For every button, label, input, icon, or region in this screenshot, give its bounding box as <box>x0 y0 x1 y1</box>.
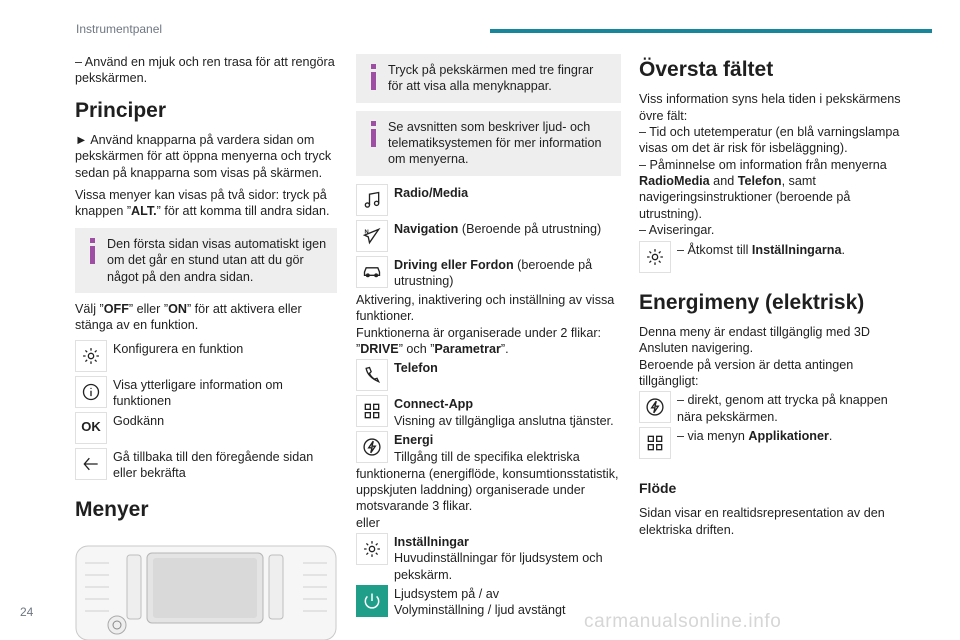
info-box-three-fingers: Tryck på pekskärmen med tre fingrar för att visa alla menyknappar. <box>356 54 621 103</box>
heading-energy-menu: Energimeny (elektrisk) <box>639 290 865 314</box>
running-header-title: Instrumentpanel <box>76 22 163 36</box>
top-bar-item-time: – Tid och utetemperatur (en blå varningslampa visas om det är risk för isbeläggning). <box>639 125 900 156</box>
menu-audio-power: Ljudsystem på / av Volyminställning / ljud avstängt <box>356 585 621 619</box>
back-arrow-icon <box>75 448 107 480</box>
row-energy-via-apps: – via menyn Applikationer. <box>639 427 901 461</box>
apps-grid-icon <box>356 395 388 427</box>
menu-connect-app: Connect-App Visning av tillgängliga anslutna tjänster. <box>356 395 621 429</box>
info-icon <box>75 376 107 408</box>
car-icon <box>356 256 388 288</box>
principles-paragraph-2: Vissa menyer kan visas på två sidor: tryck på knappen ”ALT.” för att komma till andra sidan. <box>75 188 330 219</box>
heading-menus: Menyer <box>75 497 149 521</box>
lightning-bolt-icon <box>639 391 671 423</box>
menu-radio-media: Radio/Media <box>356 184 621 218</box>
heading-flow: Flöde <box>639 480 677 497</box>
menu-phone: Telefon <box>356 359 621 393</box>
ok-icon: OK <box>75 412 107 444</box>
row-more-info: Visa ytterligare information om funktionen <box>75 376 337 410</box>
menu-settings: Inställningar Huvudinställningar för ljudsystem och pekskärm. <box>356 533 621 583</box>
row-back: Gå tillbaka till den föregående sidan eller bekräfta <box>75 448 337 482</box>
header-accent-bar <box>490 29 932 33</box>
dashboard-console-illustration <box>75 545 337 640</box>
apps-grid-icon <box>639 427 671 459</box>
top-bar-item-notifications: – Aviseringar. <box>639 223 715 238</box>
power-icon <box>356 585 388 617</box>
principles-paragraph-1: ► Använd knapparna på vardera sidan om pekskärmen för att öppna menyerna och tryck sedan på knapparna som visas på skärmen. <box>75 133 332 180</box>
info-marker-icon <box>90 238 95 264</box>
energy-menu-paragraph-2: Beroende på version är detta antingen tillgängligt: <box>639 357 854 388</box>
energy-menu-paragraph-1: Denna meny är endast tillgänglig med 3D Ansluten navigering. <box>639 324 871 356</box>
energy-description: Tillgång till de specifika elektriska funktionerna (energiflöde, konsumtionsstatistik, uppskjuten laddning) organiserade under motsvarande 3 flikar. <box>356 450 619 514</box>
menu-driving: Driving eller Fordon (beroende på utrustning) <box>356 256 621 290</box>
row-settings-access: – Åtkomst till Inställningarna. <box>639 241 901 275</box>
row-energy-direct: – direkt, genom att trycka på knappen nära pekskärmen. <box>639 391 901 425</box>
music-note-icon <box>356 184 388 216</box>
navigation-arrow-icon <box>356 220 388 252</box>
menu-navigation: N Navigation (Beroende på utrustning) <box>356 220 621 254</box>
top-bar-intro: Viss information syns hela tiden i pekskärmens övre fält: <box>639 92 901 123</box>
cleaning-instruction: – Använd en mjuk och ren trasa för att rengöra pekskärmen. <box>75 55 335 86</box>
heading-top-bar: Översta fältet <box>639 58 774 81</box>
menu-energy: Energi <box>356 431 621 465</box>
info-box-first-page: Den första sidan visas automatiskt igen om det går en stund utan att du gör något på den andra sidan. <box>75 228 337 293</box>
flow-paragraph: Sidan visar en realtidsrepresentation av den elektriska driften. <box>639 506 885 537</box>
column-left <box>75 54 337 640</box>
row-configure: Konfigurera en funktion <box>75 340 337 374</box>
column-right <box>639 54 901 538</box>
driving-tabs-description: Funktionerna är organiserade under 2 flikar: ”DRIVE” och ”Parametrar”. <box>356 325 602 356</box>
watermark-text: carmanualsonline.info <box>584 611 782 632</box>
row-approve: OK Godkänn <box>75 412 337 446</box>
select-on-off-paragraph: Välj ”OFF” eller ”ON” för att aktivera eller stänga av en funktion. <box>75 301 302 333</box>
lightning-bolt-icon <box>356 431 388 463</box>
gear-icon <box>639 241 671 273</box>
top-bar-item-reminder: – Påminnelse om information från menyerna RadioMedia and Telefon, samt navigeringsinstruktioner (beroende på utrustning). <box>639 157 887 221</box>
info-box-see-sections: Se avsnitten som beskriver ljud- och telematiksystemen för mer information om menyerna. <box>356 111 621 176</box>
column-middle <box>356 54 621 621</box>
page-number: 24 <box>20 605 34 619</box>
phone-icon <box>356 359 388 391</box>
info-marker-icon <box>371 64 376 90</box>
driving-description: Aktivering, inaktivering och inställning av vissa funktioner. <box>356 292 615 324</box>
svg-text:N: N <box>364 229 369 236</box>
gear-icon <box>356 533 388 565</box>
heading-principles: Principer <box>75 98 167 122</box>
energy-or: eller <box>356 515 380 530</box>
gear-icon <box>75 340 107 372</box>
info-marker-icon <box>371 121 376 147</box>
